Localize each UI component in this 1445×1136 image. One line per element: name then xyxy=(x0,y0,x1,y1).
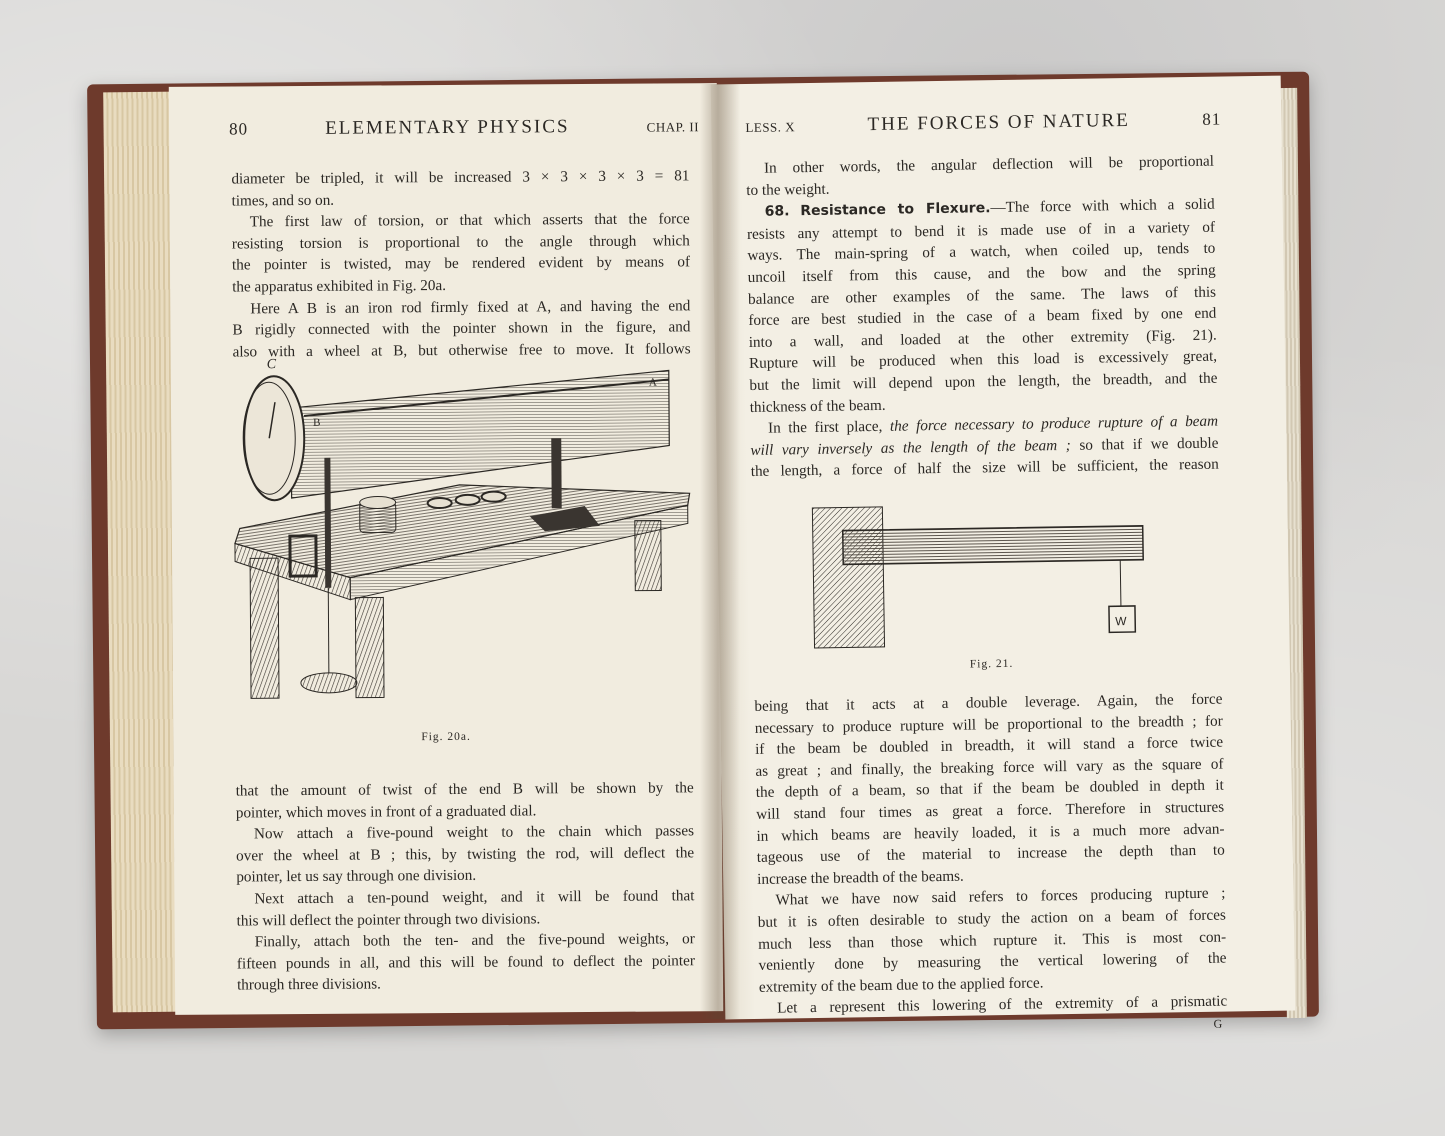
left-figure-caption: Fig. 20a. xyxy=(421,730,471,744)
text-line: Let a represent this lowering of the extremity of a prismatic xyxy=(777,992,1228,1017)
left-page xyxy=(169,83,723,1015)
right-lesson: LESS. X xyxy=(745,119,796,135)
text-line: uncoil itself from this cause, and the bow and the spring xyxy=(747,261,1216,286)
right-page xyxy=(711,76,1296,1031)
text-line: through three divisions. xyxy=(236,975,381,994)
text-line: the apparatus exhibited in Fig. 20a. xyxy=(232,276,447,296)
text-line: also with a wheel at B, but otherwise free to move. It follows xyxy=(232,340,691,361)
text-line: but the limit will depend upon the length, the breadth, and the xyxy=(749,369,1218,394)
signature-mark: G xyxy=(1213,1016,1223,1031)
para2-start: In the first place, xyxy=(767,417,891,437)
para2-italic1: the force necessary to produce rupture of a beam xyxy=(889,412,1219,435)
left-text-bottom xyxy=(236,777,695,996)
text-line: The first law of torsion, or that which asserts that the force xyxy=(249,210,690,231)
right-running-head xyxy=(745,109,1221,138)
text-line: force are best studied in the case of a beam fixed by one end xyxy=(748,304,1217,330)
figure-label-c: C xyxy=(266,357,277,373)
left-running-head xyxy=(229,115,699,140)
right-page-number: 81 xyxy=(1202,109,1222,129)
text-line: Now attach a five-pound weight to the chain which passes xyxy=(253,822,695,843)
text-line: much less than those which rupture it. This is most con- xyxy=(758,928,1227,953)
text-line: in which beams are heavily loaded, it is a much more advan- xyxy=(756,820,1225,845)
text-line: Finally, attach both the ten- and the five-pound weights, or xyxy=(254,930,695,951)
text-line: fifteen pounds in all, and this will be found to deflect the pointer xyxy=(236,952,695,973)
left-running-title: ELEMENTARY PHYSICS xyxy=(325,116,570,139)
text-line: to the weight. xyxy=(746,180,830,199)
text-line: times, and so on. xyxy=(231,191,335,210)
text-line: tageous use of the material to increase the depth than to xyxy=(756,841,1225,867)
para2-italic2: will vary inversely as the length of the beam ; xyxy=(750,436,1071,459)
text-line: pointer, let us say through one division. xyxy=(236,867,477,886)
right-text-bottom xyxy=(754,689,1227,1020)
text-line: diameter be tripled, it will be increased 3 × 3 × 3 × 3 = 81 xyxy=(231,167,690,188)
text-line: necessary to produce rupture will be proportional to the breadth ; for xyxy=(754,712,1223,737)
text-line: veniently done by measuring the vertical lowering of the xyxy=(758,949,1227,975)
text-line: resisting torsion is proportional to the angle through which xyxy=(231,232,690,253)
text-line: as great ; and finally, the breaking force will vary as the square of xyxy=(755,755,1224,780)
text-line: this will deflect the pointer through two divisions. xyxy=(236,909,541,930)
left-page-number: 80 xyxy=(228,119,249,139)
section-title: Resistance to Flexure. xyxy=(800,200,991,220)
section-lead: —The force with which a solid xyxy=(990,195,1215,217)
right-text-top xyxy=(746,151,1219,483)
text-line: increase the breadth of the beams. xyxy=(757,867,964,888)
para2-rest2: so that if we double xyxy=(1070,434,1219,454)
text-line: the length, a force of half the size will be sufficient, the reason xyxy=(750,455,1219,481)
figure-label-b: B xyxy=(313,416,321,429)
text-line: Here A B is an iron rod firmly fixed at A, and having the end xyxy=(250,296,691,317)
right-figure-caption: Fig. 21. xyxy=(969,657,1014,671)
text-line: ways. The main-spring of a watch, when coiled up, tends to xyxy=(747,240,1216,265)
text-line: thickness of the beam. xyxy=(749,396,886,416)
left-text-top xyxy=(231,165,690,363)
text-line: will stand four times as great a force. Therefore in structures xyxy=(756,798,1225,823)
section-number: 68. xyxy=(764,203,790,220)
text-line: that the amount of twist of the end B will be shown by the xyxy=(235,779,694,800)
text-line: extremity of the beam due to the applied force. xyxy=(758,974,1044,996)
text-line: into a wall, and loaded at the other extremity (Fig. 21). xyxy=(748,326,1217,351)
text-line: Next attach a ten-pound weight, and it will be found that xyxy=(254,887,695,908)
text-line: B rigidly connected with the pointer shown in the figure, and xyxy=(232,318,691,339)
text-line: if the beam be doubled in breadth, it will stand a force twice xyxy=(755,733,1224,759)
text-line: over the wheel at B ; this, by twisting the rod, will deflect the xyxy=(236,844,695,865)
text-line: pointer, which moves in front of a graduated dial. xyxy=(235,801,537,822)
text-line: balance are other examples of the same. The laws of this xyxy=(747,283,1217,308)
figure-label-a: A xyxy=(648,376,657,389)
text-line: What we have now said refers to forces producing rupture ; xyxy=(775,884,1226,909)
torsion-apparatus-figure xyxy=(229,357,691,708)
text-line: but it is often desirable to study the action on a beam of forces xyxy=(757,906,1226,931)
text-line: the pointer is twisted, may be rendered evident by means of xyxy=(231,253,691,274)
right-running-title: THE FORCES OF NATURE xyxy=(867,109,1130,136)
text-line: being that it acts at a double leverage. Again, the force xyxy=(754,690,1223,715)
cantilever-beam-figure xyxy=(807,497,1169,653)
text-line: In other words, the angular deflection will be proportional xyxy=(763,152,1215,177)
weight-label: W xyxy=(1115,614,1127,629)
text-line: Rupture will be produced when this load is excessively great, xyxy=(748,347,1218,373)
left-chapter: CHAP. II xyxy=(646,119,700,135)
text-line: the depth of a beam, so that if the beam be doubled in depth it xyxy=(755,776,1224,802)
text-line: resists any attempt to bend it is made use of in a variety of xyxy=(746,218,1216,243)
